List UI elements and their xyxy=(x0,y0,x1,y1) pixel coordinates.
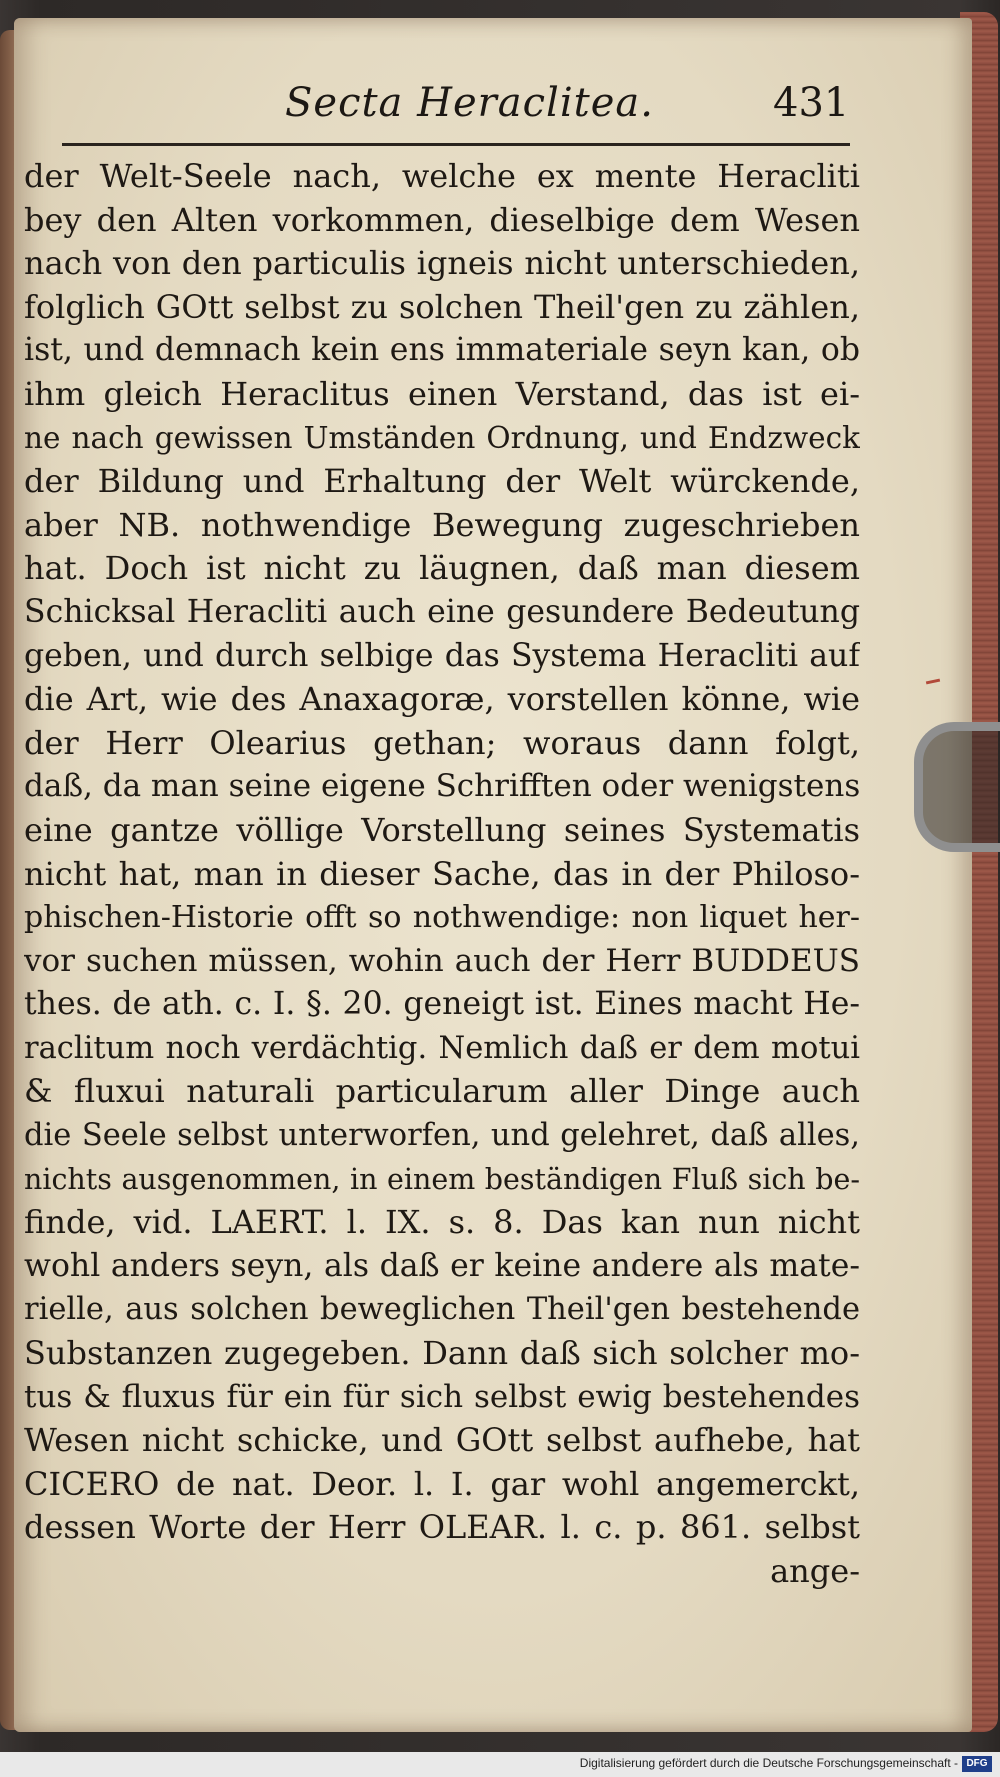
text-line: die Seele selbst unterworfen, und gelehret, daß alles, xyxy=(24,1118,860,1154)
text-line: bey den Alten vorkommen, dieselbige dem Wesen xyxy=(24,200,860,239)
text-line: daß, da man seine eigene Schrifften oder wenigstens xyxy=(24,768,860,805)
text-line: tus & fluxus für ein für sich selbst ewig bestehendes xyxy=(24,1378,860,1415)
catchword: ange- xyxy=(770,1552,860,1590)
text-line: wohl anders seyn, als daß er keine andere als mate- xyxy=(24,1247,860,1284)
text-line: thes. de ath. c. I. §. 20. geneigt ist. Eines macht He- xyxy=(24,986,860,1023)
head-rule xyxy=(62,143,850,146)
text-line: ist, und demnach kein ens immateriale seyn kan, ob xyxy=(24,332,860,369)
text-line: Substanzen zugegeben. Dann daß sich solcher mo- xyxy=(24,1334,860,1373)
text-line: folglich GOtt selbst zu solchen Theil'gen zu zählen, xyxy=(24,287,860,326)
page-number: 431 xyxy=(773,80,850,126)
text-line: & fluxui naturali particularum aller Dinge auch xyxy=(24,1072,860,1111)
text-line: phischen-Historie offt so nothwendige: non liquet her- xyxy=(24,900,860,936)
text-line: hat. Doch ist nicht zu läugnen, daß man diesem xyxy=(24,549,860,588)
text-line: geben, und durch selbige das Systema Heracliti auf xyxy=(24,637,860,674)
text-line: ne nach gewissen Umständen Ordnung, und Endzweck xyxy=(24,420,860,455)
text-line: aber NB. nothwendige Bewegung zugeschrieben xyxy=(24,505,860,544)
text-line: rielle, aus solchen beweglichen Theil'gen bestehende xyxy=(24,1292,860,1328)
text-line: Wesen nicht schicke, und GOtt selbst aufhebe, hat xyxy=(24,1421,860,1460)
text-line: Schicksal Heracliti auch eine gesundere Bedeutung xyxy=(24,593,860,630)
text-line: dessen Worte der Herr OLEAR. l. c. p. 861. selbst xyxy=(24,1508,860,1547)
text-line: nicht hat, man in dieser Sache, das in der Philoso- xyxy=(24,854,860,893)
text-line: der Herr Olearius gethan; woraus dann folgt, xyxy=(24,723,860,762)
digitization-footer xyxy=(0,1752,1000,1777)
text-line: finde, vid. LAERT. l. IX. s. 8. Das kan nun nicht xyxy=(24,1203,860,1242)
text-line: raclitum noch verdächtig. Nemlich daß er dem motui xyxy=(24,1030,860,1066)
text-line: nichts ausgenommen, in einem beständigen Fluß sich be- xyxy=(24,1162,860,1196)
text-line: CICERO de nat. Deor. l. I. gar wohl angemerckt, xyxy=(24,1464,860,1503)
text-line: vor suchen müssen, wohin auch der Herr BUDDEUS xyxy=(24,942,860,979)
running-head xyxy=(60,80,860,136)
text-line: eine gantze völlige Vorstellung seines Systematis xyxy=(24,810,860,849)
body-text xyxy=(24,155,860,1594)
text-line: der Bildung und Erhaltung der Welt würckende, xyxy=(24,462,860,501)
text-line: der Welt-Seele nach, welche ex mente Heracliti xyxy=(24,157,860,195)
dfg-logo: DFG xyxy=(962,1756,992,1772)
page-clip xyxy=(914,722,1000,852)
text-line: die Art, wie des Anaxagoræ, vorstellen könne, wie xyxy=(24,680,860,719)
footer-credit: Digitalisierung gefördert durch die Deutsche Forschungsgemeinschaft - xyxy=(579,1756,958,1770)
running-head-title: Secta Heraclitea. xyxy=(285,80,654,126)
text-line: ihm gleich Heraclitus einen Verstand, das ist ei- xyxy=(24,374,860,413)
text-line: nach von den particulis igneis nicht unterschieden, xyxy=(24,244,860,283)
